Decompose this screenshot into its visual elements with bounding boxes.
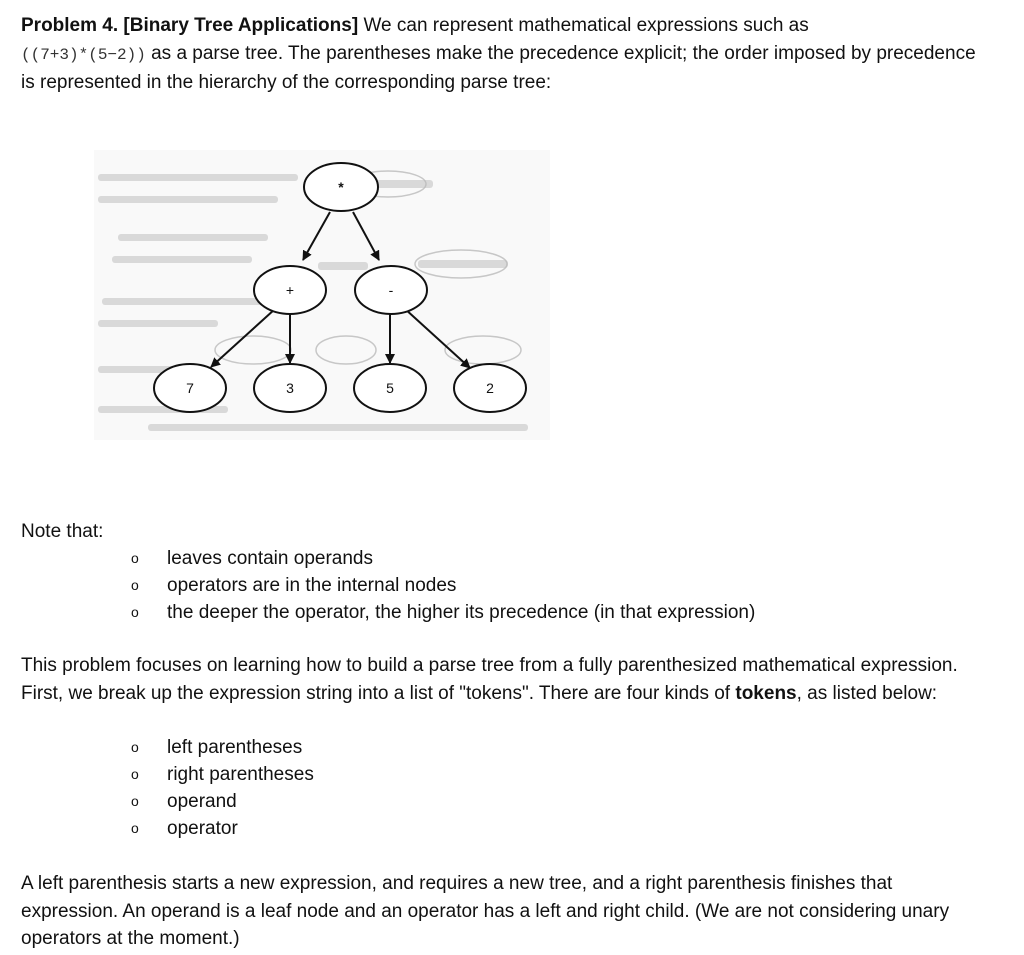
notes-list (128, 545, 755, 626)
problem-heading: Problem 4. [Binary Tree Applications] (21, 15, 359, 36)
final-paragraph: A left parenthesis starts a new expression, and requires a new tree, and a right parenthesis finishes that expression. An operand is a leaf node and an operator has a left and right child. (We are not considering unary operators at the moment.) (21, 873, 950, 949)
list-item (128, 815, 314, 842)
bullet-marker: o (131, 739, 139, 755)
bullet-marker: o (131, 820, 139, 836)
node-label-root: * (338, 179, 344, 195)
bullet-marker: o (131, 604, 139, 620)
tokens-bold-word: tokens (735, 682, 797, 704)
list-item (128, 572, 755, 599)
note-item-text: the deeper the operator, the higher its precedence (in that expression) (167, 602, 756, 623)
node-label-leaf-3: 3 (286, 380, 294, 396)
bullet-marker: o (131, 550, 139, 566)
note-label: Note that: (21, 521, 104, 542)
note-item-text: operators are in the internal nodes (167, 575, 457, 596)
note-item-text: leaves contain operands (167, 548, 373, 569)
bullet-marker: o (131, 577, 139, 593)
list-item (128, 734, 314, 761)
tokens-text-1: This problem focuses on learning how to build a parse tree from a fully parenthesized mathematical expression. First, we break up the expression string into a list of "tokens". There are four kinds of (21, 655, 958, 704)
parse-tree-diagram (88, 148, 558, 448)
list-item (128, 545, 755, 572)
list-item (128, 599, 755, 626)
token-kind-text: left parentheses (167, 737, 303, 758)
expression-code: ((7+3)*(5−2)) (21, 45, 146, 64)
token-kind-text: right parentheses (167, 764, 314, 785)
bullet-marker: o (131, 793, 139, 809)
list-item (128, 761, 314, 788)
intro-text-2: as a parse tree. The parentheses make the precedence explicit; the order imposed by precedence is represented in the hierarchy of the corresponding parse tree: (21, 42, 976, 93)
parse-tree-figure (88, 148, 558, 448)
tokens-text-2: , as listed below: (796, 682, 938, 704)
node-label-minus: - (388, 282, 394, 298)
list-item (128, 788, 314, 815)
intro-paragraph (21, 12, 981, 97)
node-label-leaf-5: 5 (386, 380, 394, 396)
intro-text-1: We can represent mathematical expressions such as (358, 15, 809, 36)
node-label-leaf-2: 2 (486, 380, 494, 396)
node-label-leaf-7: 7 (186, 380, 194, 396)
tokens-paragraph (21, 652, 981, 707)
token-kind-text: operator (167, 818, 238, 839)
node-label-plus: + (285, 282, 295, 298)
token-kinds-list (128, 734, 314, 842)
token-kind-text: operand (167, 791, 237, 812)
bullet-marker: o (131, 766, 139, 782)
